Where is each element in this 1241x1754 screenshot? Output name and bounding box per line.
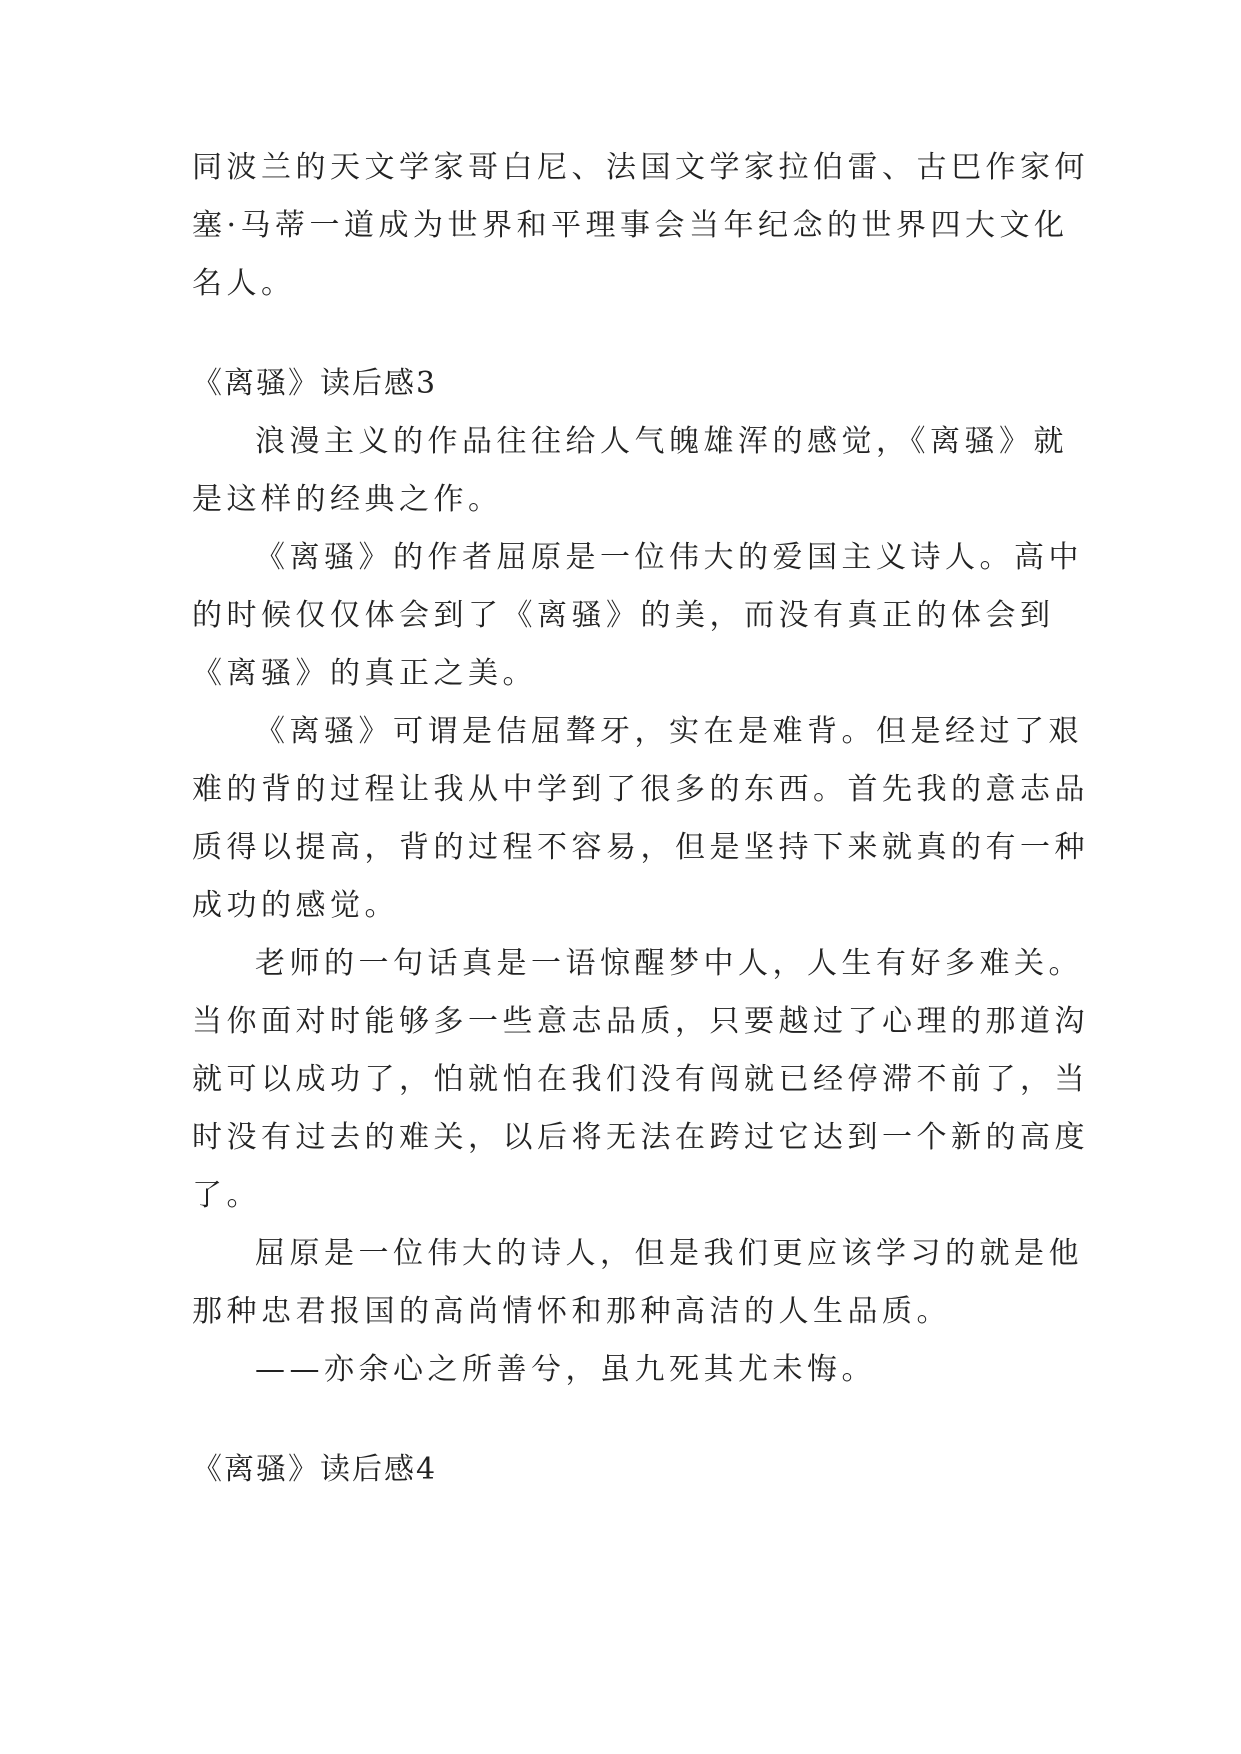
paragraph-line: 塞·马蒂一道成为世界和平理事会当年纪念的世界四大文化 (192, 208, 1069, 243)
paragraph-line: 浪漫主义的作品往往给人气魄雄浑的感觉，《离骚》就 (255, 424, 1068, 459)
paragraph-line: 质得以提高，背的过程不容易，但是坚持下来就真的有一种 (192, 830, 1089, 865)
paragraph-line: 《离骚》可谓是佶屈聱牙，实在是难背。但是经过了艰 (255, 714, 1083, 749)
quote-line: ——亦余心之所善兮，虽九死其尤未悔。 (255, 1352, 876, 1387)
paragraph-line: 当你面对时能够多一些意志品质，只要越过了心理的那道沟 (192, 1004, 1089, 1039)
paragraph-line: 老师的一句话真是一语惊醒梦中人，人生有好多难关。 (255, 946, 1083, 981)
paragraph-line: 了。 (192, 1178, 261, 1213)
paragraph-line: 成功的感觉。 (192, 888, 399, 923)
paragraph-line: 是这样的经典之作。 (192, 482, 503, 517)
paragraph-line: 难的背的过程让我从中学到了很多的东西。首先我的意志品 (192, 772, 1089, 807)
paragraph-line: 同波兰的天文学家哥白尼、法国文学家拉伯雷、古巴作家何 (192, 150, 1089, 185)
section-heading: 《离骚》读后感3 (192, 366, 438, 401)
paragraph-line: 就可以成功了，怕就怕在我们没有闯就已经停滞不前了，当 (192, 1062, 1089, 1097)
paragraph-line: 时没有过去的难关，以后将无法在跨过它达到一个新的高度 (192, 1120, 1089, 1155)
paragraph-line: 名人。 (192, 266, 296, 301)
section-heading: 《离骚》读后感4 (192, 1452, 438, 1487)
paragraph-line: 《离骚》的作者屈原是一位伟大的爱国主义诗人。高中 (255, 540, 1083, 575)
paragraph-line: 《离骚》的真正之美。 (192, 656, 537, 691)
paragraph-line: 的时候仅仅体会到了《离骚》的美，而没有真正的体会到 (192, 598, 1055, 633)
paragraph-line: 屈原是一位伟大的诗人，但是我们更应该学习的就是他 (255, 1236, 1083, 1271)
paragraph-line: 那种忠君报国的高尚情怀和那种高洁的人生品质。 (192, 1294, 951, 1329)
